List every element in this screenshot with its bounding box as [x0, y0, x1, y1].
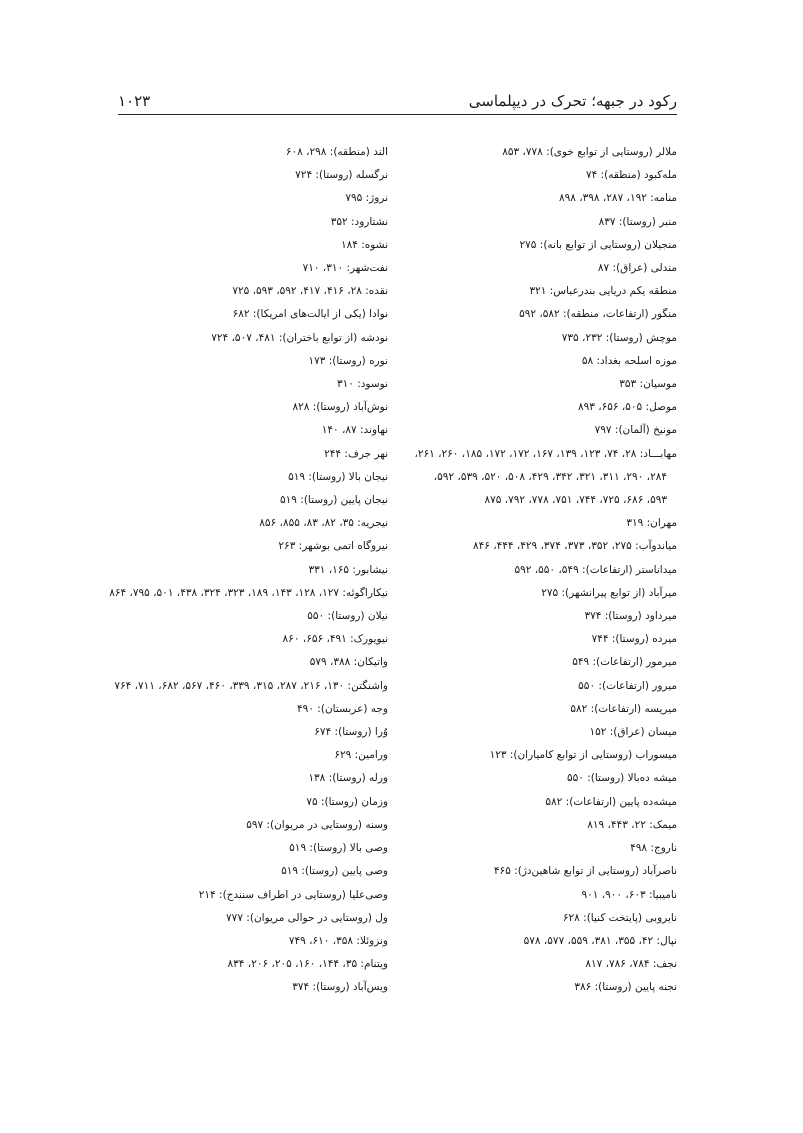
index-entry: نوش‌آباد (روستا): ۸۲۸: [292, 401, 388, 414]
index-entry: میریسه (ارتفاعات): ۵۸۲: [570, 702, 677, 715]
page-header: [118, 84, 677, 115]
index-entry: وزمان (روستا): ۷۵: [306, 795, 388, 808]
index-entry: ویس‌آباد (روستا): ۳۷۴: [292, 981, 388, 994]
index-column-right: [414, 141, 677, 1000]
index-entry: نوادا (یکی از ایالت‌های امریکا): ۶۸۲: [232, 308, 388, 321]
index-entry: نودشه (از توابع باختران): ۴۸۱، ۵۰۷، ۷۲۴: [211, 331, 388, 344]
index-entry: میاندوآب: ۲۷۵، ۳۵۲، ۳۷۳، ۳۷۴، ۴۲۹، ۴۴۴، ۸۴۶: [472, 540, 677, 553]
index-entry: واتیکان: ۳۸۸، ۵۷۹: [309, 656, 388, 669]
index-entry: مندلی (عراق): ۸۷: [597, 262, 677, 275]
index-entry: نیجان پایین (روستا): ۵۱۹: [280, 494, 388, 507]
index-entry: میمک: ۲۲، ۴۴۳، ۸۱۹: [587, 818, 677, 831]
index-entry: میرمور (ارتفاعات): ۵۴۹: [572, 656, 677, 669]
index-entry: نهر جرف: ۲۴۴: [324, 447, 388, 460]
index-entry: نیروگاه اتمی بوشهر: ۲۶۳: [278, 540, 388, 553]
index-entry: وصی‌علیا (روستایی در اطراف سنندج): ۲۱۴: [198, 888, 388, 901]
index-entry: میرور (ارتفاعات): ۵۵۰: [578, 679, 677, 692]
index-entry: الند (منطقه): ۲۹۸، ۶۰۸: [285, 146, 388, 158]
index-entry: موسیان: ۳۵۳: [619, 378, 677, 391]
index-entry: منطقه یکم دریایی بندرعباس: ۳۲۱: [529, 285, 677, 298]
index-entry: موصل: ۵۰۵، ۶۵۶، ۸۹۳: [577, 401, 677, 414]
index-entry: میرده (روستا): ۷۴۴: [591, 633, 677, 646]
index-entry: منجیلان (روستایی از توابع بانه): ۲۷۵: [519, 238, 677, 251]
index-entry: میسوراب (روستایی از توابع کامیاران): ۱۲۳: [489, 749, 677, 762]
index-entry: نجف: ۷۸۴، ۷۸۶، ۸۱۷: [585, 958, 677, 971]
index-entry: وصی پایین (روستا): ۵۱۹: [281, 865, 388, 878]
index-entry: نپال: ۴۲، ۳۵۵، ۳۸۱، ۵۵۹، ۵۷۷، ۵۷۸: [523, 934, 677, 947]
index-entry: نرگسله (روستا): ۷۲۴: [295, 169, 388, 182]
index-entry: میرآباد (از توابع پیرانشهر): ۲۷۵: [541, 586, 677, 599]
index-entry: نوسود: ۳۱۰: [336, 378, 388, 391]
index-entry: نهاوند: ۸۷، ۱۴۰: [321, 424, 388, 437]
page-number: ۱۰۲۳: [118, 92, 151, 110]
index-entry: منبر (روستا): ۸۳۷: [598, 215, 677, 228]
index-entry: ناروج: ۴۹۸: [630, 842, 677, 855]
index-entry: نایروبی (پایتخت کنیا): ۶۲۸: [562, 911, 677, 924]
index-entry: نیلان (روستا): ۵۵۰: [307, 610, 388, 623]
index-entry: نقده: ۲۸، ۴۱۶، ۴۱۷، ۵۹۲، ۵۹۳، ۷۲۵: [232, 285, 388, 298]
running-title: رکود در جبهه؛ تحرک در دیپلماسی: [468, 92, 677, 110]
index-entry: میشه‌ده پایین (ارتفاعات): ۵۸۲: [545, 795, 677, 808]
index-entry: میداناستر (ارتفاعات): ۵۴۹، ۵۵۰، ۵۹۲: [514, 563, 677, 576]
index-entry: نیویورک: ۴۹۱، ۶۵۶، ۸۶۰: [282, 633, 388, 646]
index-entry: منگور (ارتفاعات، منطقه): ۵۸۲، ۵۹۲: [519, 308, 677, 321]
index-entry: واشنگتن: ۱۳۰، ۲۱۶، ۲۸۷، ۳۱۵، ۳۳۹، ۴۶۰، ۵۶۷، ۶۸۲، ۷۱۱، ۷۶۴: [114, 679, 388, 692]
index-entry: نشتارود: ۳۵۲: [330, 215, 388, 228]
index-entry: وجه (عربستان): ۴۹۰: [297, 702, 388, 715]
index-entry: ۵۹۳، ۶۸۶، ۷۲۵، ۷۴۴، ۷۵۱، ۷۷۸، ۷۹۲، ۸۷۵: [484, 494, 667, 507]
index-entry: ویتنام: ۳۵، ۱۴۴، ۱۶۰، ۲۰۵، ۲۰۶، ۸۳۴: [227, 958, 388, 971]
index-entry: مله‌کبود (منطقه): ۷۴: [585, 169, 677, 182]
index-entry: مهابـــاد: ۲۸، ۷۴، ۱۲۳، ۱۳۹، ۱۶۷، ۱۷۲، ۱۷۲، ۱۸۵، ۲۶۰، ۲۶۱،: [414, 447, 677, 460]
index-entry: نشوه: ۱۸۴: [340, 238, 388, 251]
index-entry: ۲۸۴، ۲۹۰، ۳۱۱، ۳۲۱، ۳۴۲، ۴۲۹، ۵۰۸، ۵۲۰، ۵۳۹، ۵۹۲،: [433, 470, 667, 483]
index-entry: مونیخ (آلمان): ۷۹۷: [594, 424, 677, 437]
index-entry: منامه: ۱۹۲، ۲۸۷، ۳۹۸، ۸۹۸: [558, 192, 677, 205]
index-entry: نیکاراگوئه: ۱۲۷، ۱۲۸، ۱۴۳، ۱۸۹، ۳۲۳، ۳۲۴، ۴۳۸، ۵۰۱، ۷۹۵، ۸۶۴: [109, 586, 388, 599]
index-entry: مهران: ۳۱۹: [626, 517, 677, 530]
index-entry: وسنه (روستایی در مریوان): ۵۹۷: [246, 818, 388, 831]
index-entry: نفت‌شهر: ۳۱۰، ۷۱۰: [302, 262, 388, 275]
index-entry: ملالر (روستایی از توابع خوی): ۷۷۸، ۸۵۳: [502, 146, 677, 158]
index-entry: نوره (روستا): ۱۷۳: [308, 354, 388, 367]
index-entry: نیجریه: ۳۵، ۸۲، ۸۳، ۸۵۵، ۸۵۶: [259, 517, 388, 530]
index-entry: وصی بالا (روستا): ۵۱۹: [289, 842, 388, 855]
index-entry: موچش (روستا): ۲۳۲، ۷۳۵: [561, 331, 677, 344]
index-column-left: [88, 141, 388, 1000]
index-entry: ونزوئلا: ۳۵۸، ۶۱۰، ۷۴۹: [288, 934, 388, 947]
index-entry: میشه ده‌بالا (روستا): ۵۵۰: [566, 772, 677, 785]
index-entry: نیشابور: ۱۶۵، ۳۳۱: [308, 563, 388, 576]
index-entry: میرداود (روستا): ۳۷۴: [584, 610, 677, 623]
index-entry: موزه اسلحه بغداد: ۵۸: [581, 354, 677, 367]
index-entry: ورله (روستا): ۱۳۸: [308, 772, 388, 785]
index-entry: ورامین: ۶۲۹: [334, 749, 388, 762]
index-entry: نروژ: ۷۹۵: [345, 192, 388, 205]
index-entry: میسان (عراق): ۱۵۲: [589, 726, 677, 739]
index-entry: وُرا (روستا): ۶۷۴: [314, 726, 388, 739]
index-entry: نجنه پایین (روستا): ۳۸۶: [574, 981, 677, 994]
index-entry: ول (روستایی در حوالی مریوان): ۷۷۷: [226, 911, 388, 924]
index-entry: نیجان بالا (روستا): ۵۱۹: [288, 470, 388, 483]
index-entry: ناصرآباد (روستایی از توابع شاهین‌دژ): ۴۶۵: [493, 865, 677, 878]
index-entry: نامیبیا: ۶۰۳، ۹۰۰، ۹۰۱: [581, 888, 677, 901]
